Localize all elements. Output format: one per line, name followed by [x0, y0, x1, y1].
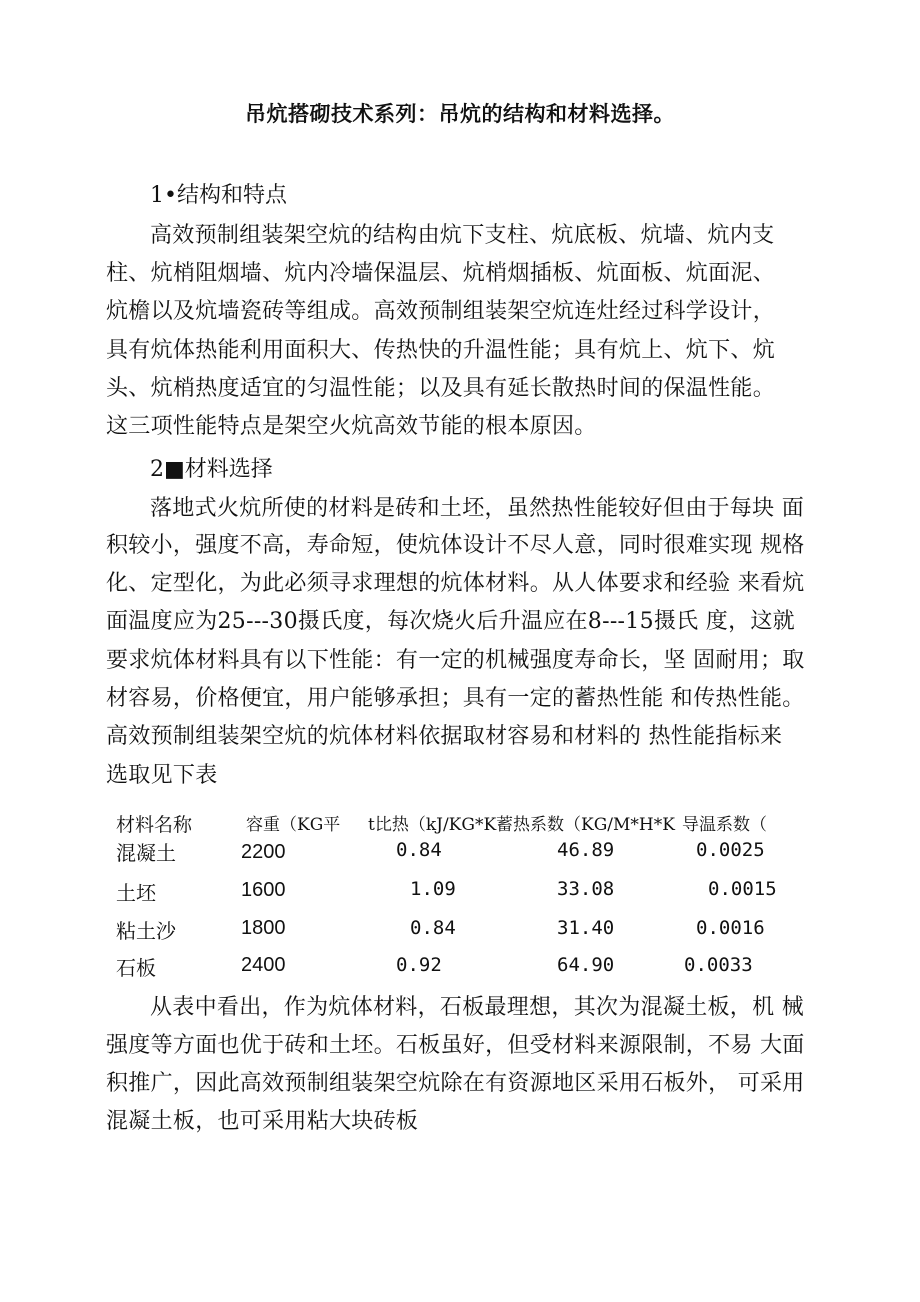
table-header-thermal-diffusivity: 导温系数（ [682, 815, 767, 835]
table-header-heat-storage: 蓄热系数（KG/M*H*K [496, 815, 675, 835]
table-cell: 粘土沙 [116, 919, 176, 943]
paragraph-line: 积较小，强度不高，寿命短，使炕体设计不尽人意，同时很难实现 规格 [106, 533, 805, 558]
table-header-density: 容重（KG平 [246, 815, 341, 835]
paragraph-line: 具有炕体热能利用面积大、传热快的升温性能；具有炕上、炕下、炕 [106, 338, 776, 363]
table-header-specific-heat: t比热（kJ/KG*K [368, 815, 497, 835]
table-header-material: 材料名称 [116, 814, 193, 836]
table-cell: 0.0015 [708, 878, 777, 900]
table-cell: 0.84 [396, 839, 442, 861]
table-cell: 2400 [241, 954, 286, 976]
paragraph-line: 这三项性能特点是架空火炕高效节能的根本原因。 [106, 414, 597, 439]
document-title: 吊炕搭砌技术系列：吊炕的结构和材料选择。 [245, 102, 675, 126]
table-cell: 1600 [241, 879, 286, 901]
paragraph-line: 炕檐以及炕墙瓷砖等组成。高效预制组装架空炕连灶经过科学设计， [106, 299, 776, 324]
paragraph-line: 混凝土板，也可采用粘大块砖板 [106, 1109, 419, 1134]
paragraph-line: 材容易，价格便宜，用户能够承担；具有一定的蓄热性能 和传热性能。 [106, 686, 805, 711]
table-cell: 33.08 [557, 878, 615, 900]
table-cell: 混凝土 [116, 841, 176, 865]
table-cell: 0.0025 [696, 839, 765, 861]
table-cell: 0.0016 [696, 917, 765, 939]
table-cell: 1.09 [410, 878, 456, 900]
paragraph-line: 柱、炕梢阻烟墙、炕内冷墙保温层、炕梢烟插板、炕面板、炕面泥、 [106, 261, 776, 286]
table-cell: 64.90 [557, 954, 615, 976]
paragraph-line: 要求炕体材料具有以下性能：有一定的机械强度寿命长，坚 固耐用；取 [106, 648, 805, 673]
table-cell: 0.84 [410, 917, 456, 939]
paragraph-line: 头、炕梢热度适宜的匀温性能；以及具有延长散热时间的保温性能。 [106, 376, 776, 401]
paragraph-line: 化、定型化，为此必须寻求理想的炕体材料。从人体要求和经验 来看炕 [106, 571, 805, 596]
paragraph-line: 高效预制组装架空炕的炕体材料依据取材容易和材料的 热性能指标来 [106, 724, 783, 749]
paragraph-line: 积推广，因此高效预制组装架空炕除在有资源地区采用石板外， 可采用 [106, 1071, 805, 1096]
section-1-heading: 1•结构和特点 [150, 183, 287, 208]
table-cell: 石板 [116, 956, 156, 980]
paragraph-line: 强度等方面也优于砖和土坯。石板虽好，但受材料来源限制，不易 大面 [106, 1033, 805, 1058]
table-cell: 2200 [241, 841, 286, 863]
table-cell: 31.40 [557, 917, 615, 939]
table-cell: 土坯 [116, 881, 156, 905]
paragraph-line: 选取见下表 [106, 763, 218, 788]
table-cell: 0.0033 [684, 954, 753, 976]
section-2-heading: 2■材料选择 [150, 457, 273, 482]
paragraph-line: 高效预制组装架空炕的结构由炕下支柱、炕底板、炕墙、炕内支 [150, 223, 775, 248]
table-cell: 46.89 [557, 839, 615, 861]
table-cell: 1800 [241, 917, 286, 939]
table-cell: 0.92 [396, 954, 442, 976]
paragraph-line: 从表中看出，作为炕体材料，石板最理想，其次为混凝土板，机 械 [150, 995, 804, 1020]
paragraph-line: 面温度应为25---30摄氏度，每次烧火后升温应在8---15摄氏 度，这就 [106, 609, 795, 634]
paragraph-line: 落地式火炕所使的材料是砖和土坯，虽然热性能较好但由于每块 面 [150, 496, 804, 521]
